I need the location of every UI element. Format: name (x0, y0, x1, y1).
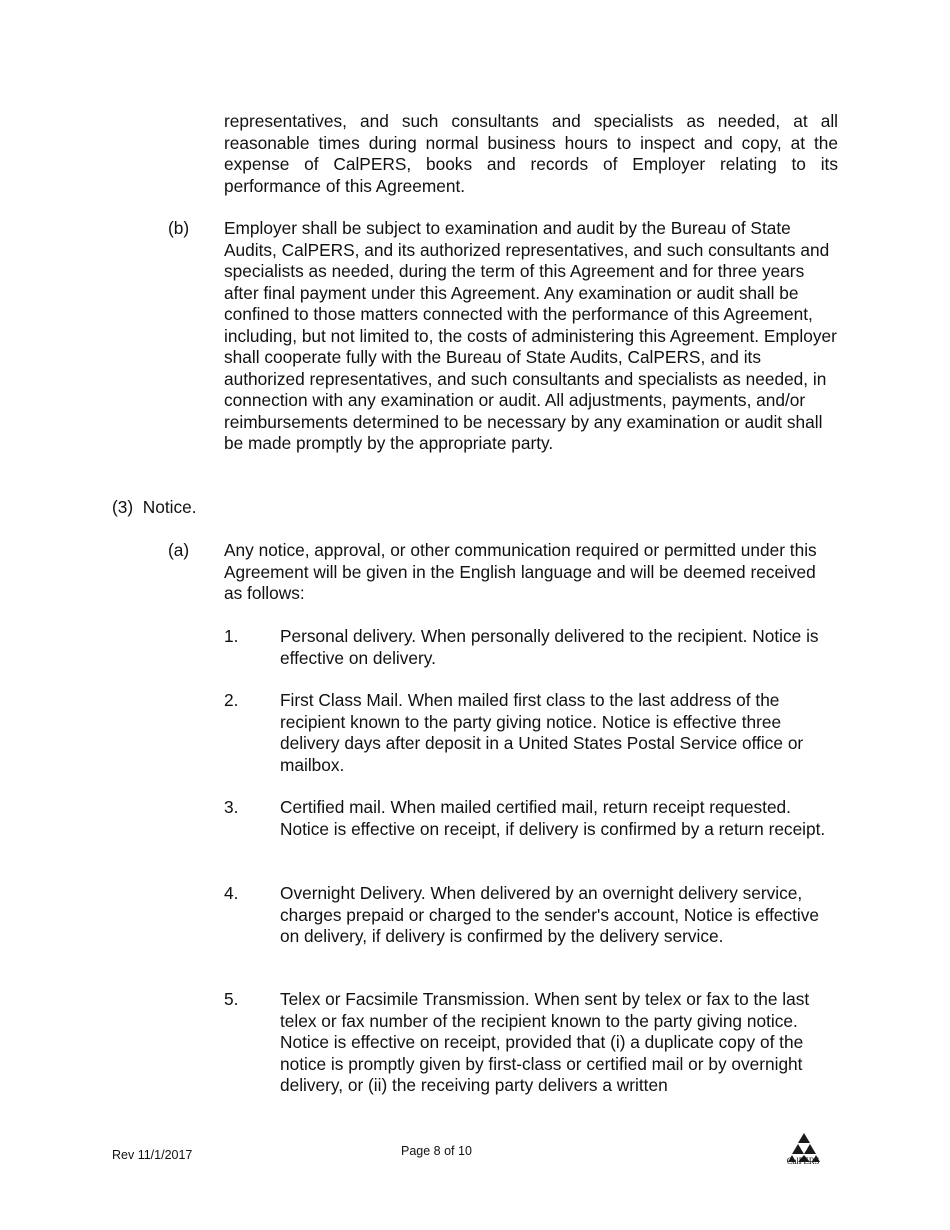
section-3-heading: (3) Notice. (112, 497, 197, 517)
numbered-item-5-number: 5. (224, 989, 239, 1009)
numbered-item-5-text: Telex or Facsimile Transmission. When sent by telex or fax to the last telex or fax number of the recipient known to the party giving notice. Notice is effective on receipt, provided that (i) a duplicate copy of the notice is promptly given by first-class or certified mail or by overnight delivery, or (ii) the receiving party delivers a written (280, 989, 810, 1095)
footer-logo-text: CalPERS (786, 1156, 820, 1166)
footer-revision: Rev 11/1/2017 (112, 1148, 193, 1162)
numbered-item-2-text: First Class Mail. When mailed first class to the last address of the recipient known to the party giving notice. Notice is effective three delivery days after deposit in a United States Postal Service office or mailbox. (280, 690, 804, 775)
continued-paragraph: representatives, and such consultants and specialists as needed, at all reasonable times during normal business hours to inspect and copy, at the expense of CalPERS, books and records of Employer relating to its performance of this Agreement. (224, 111, 838, 196)
item-a-marker: (a) (168, 540, 190, 560)
numbered-item-1-number: 1. (224, 626, 239, 646)
item-b-text: Employer shall be subject to examination and audit by the Bureau of State Audits, CalPERS, and its authorized representatives, and such consultants and specialists as needed, during the term of this Agreement and for three years after final payment under this Agreement. Any examination or audit shall be confined to those matters connected with the performance of this Agreement, including, but not limited to, the costs of administering this Agreement. Employer shall cooperate fully with the Bureau of State Audits, CalPERS, and its authorized representatives, and such consultants and specialists as needed, in connection with any examination or audit. All adjustments, payments, and/or reimbursements determined to be necessary by any examination or audit shall be made promptly by the appropriate party. (224, 218, 837, 453)
item-a-text: Any notice, approval, or other communication required or permitted under this Agreement will be given in the English language and will be deemed received as follows: (224, 540, 817, 603)
numbered-item-3-number: 3. (224, 797, 239, 817)
numbered-item-4-number: 4. (224, 883, 239, 903)
numbered-item-3-text: Certified mail. When mailed certified mail, return receipt requested. Notice is effective on receipt, if delivery is confirmed by a return receipt. (280, 797, 826, 839)
numbered-item-4-text: Overnight Delivery. When delivered by an overnight delivery service, charges prepaid or charged to the sender's account, Notice is effective on delivery, if delivery is confirmed by the delivery service. (280, 883, 820, 946)
numbered-item-2-number: 2. (224, 690, 239, 710)
footer-page-number: Page 8 of 10 (401, 1144, 472, 1158)
item-b-marker: (b) (168, 218, 190, 238)
numbered-item-1-text: Personal delivery. When personally delivered to the recipient. Notice is effective on delivery. (280, 626, 819, 668)
